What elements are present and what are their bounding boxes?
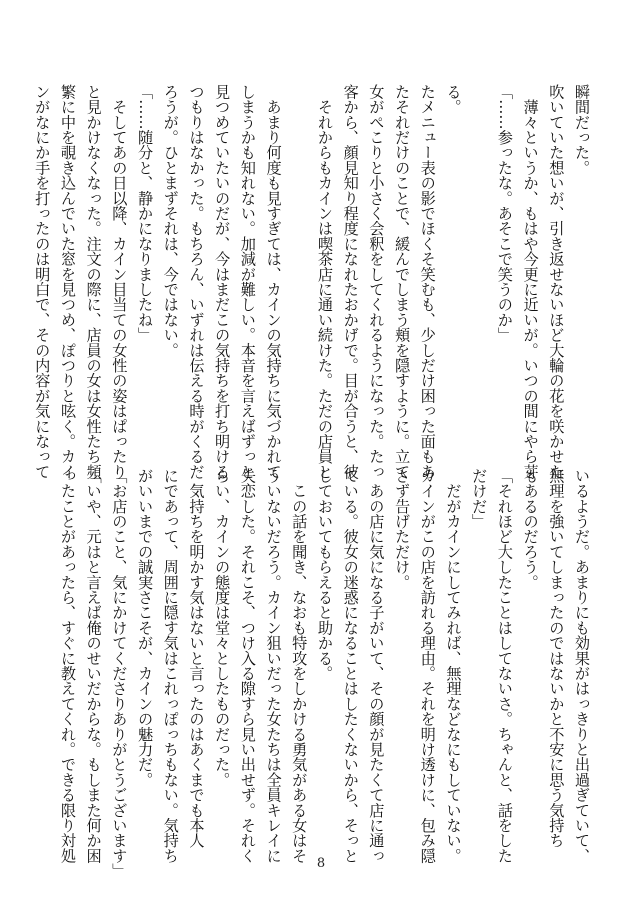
text-line: にであって、周囲に隠す気はこれっぽっちもない。気持ち [161,468,180,864]
text-line: 無理を強いてしまったのではないかと不安に思う気持ち [547,468,566,848]
text-line: 「お店のこと、気にかけてくださりありがとうございます」 [110,468,129,879]
text-line: 見つめていたいのだが、今はまだこの気持ちを打ち明ける [213,84,232,480]
text-line: あの店に気になる子がいて、その顔が見たくて店に通っ [367,468,386,864]
text-line: がいいまでの誠実さこそが、カインの魅力だ。 [136,468,155,788]
text-line: そしてあの日以降、カイン目当ての女性の姿はぱったり [110,84,129,480]
text-line: 気持ちを明かす気はないと言ったのはあくまでも本人 [187,468,206,848]
text-line: 吹いていた想いが、引き返せないほど大輪の花を咲かせた [547,84,566,480]
text-line: つもりはなかった。もちろん、いずれは伝える時がくるだ [187,84,206,480]
text-line: 繁に中を覗き込んでいた窓を見つめ、ぽつりと呟く。カイ [58,84,77,480]
text-line: たメニュー表の影でほくそ笑むも、少しだけ困った面もあ [418,84,437,480]
text-line [465,84,491,412]
text-line: だがカインにしてみれば、無理などなにもしていない。 [444,468,463,864]
text-line: それからもカインは喫茶店に通い続けた。ただの店員と [315,84,334,480]
text-line: しまうかも知れない。加減が難しい。本音を言えばずっと [238,84,257,480]
text-line: 客から、顔見知り程度になれたおかげで。目が合うと、彼 [341,84,360,480]
text-line: ている。彼女の迷惑になることはしたくないから、そっと [341,468,360,864]
text-line: 「……参ったな。あそこで笑うのか」 [495,84,514,343]
text-line: しておいてもらえると助かる。 [315,468,334,681]
text-line: ういないだろう。カイン狙いだった女たちは全員キレイに [264,468,283,864]
text-line: 「いや、元はと言えば俺のせいだからな。もしまた何か困 [84,468,103,864]
text-line: この話を聞き、なおも特攻をしかける勇気がある女はそ [290,468,309,864]
text-line: たそれだけのことで、緩んでしまう頬を隠すように。立て [393,84,412,480]
text-line: ろうが。ひとまずそれは、今ではない。 [161,84,180,358]
upper-text-block [33,84,594,480]
text-line [286,84,312,412]
text-line: いるようだ。あまりにも効果がはっきりと出過ぎていて、 [573,468,591,864]
text-line: 瞬間だった。 [573,84,591,176]
text-line: あまり何度も見すぎては、カインの気持ちに気づかれて [264,84,283,480]
text-line: カインがこの店を訪れる理由。それを明け透けに、包み隠 [418,468,437,864]
text-line: ンがなにか手を打ったのは明白で、その内容が気になって [33,84,52,480]
text-line: と見かけなくなった。注文の際に、店員の女は女性たち頻 [84,84,103,480]
text-line: ったことがあったら、すぐに教えてくれ。できる限り対処 [58,468,77,864]
text-line: だけだ」 [470,468,489,529]
text-line: 「それほど大したことはしてないさ。ちゃんと、話をした [495,468,514,864]
text-line: らい、カインの態度は堂々としたものだった。 [213,468,232,788]
page-number: 8 [316,856,326,871]
text-line: もあるのだろう。 [521,468,540,590]
text-line: 薄々というか、もはや今更に近いが。いつの間にやら芽 [521,84,540,480]
text-line: さず告げただけ。 [393,468,412,590]
text-line: 「……随分と、静かになりましたね」 [136,84,155,343]
text-line: 失恋した。それこそ、つけ入る隙すら見い出せず。それく [238,468,257,864]
text-line: 女がぺこりと小さく会釈をしてくれるようになった。たっ [367,84,386,480]
lower-text-block [58,468,594,879]
text-line: る。 [444,84,463,115]
